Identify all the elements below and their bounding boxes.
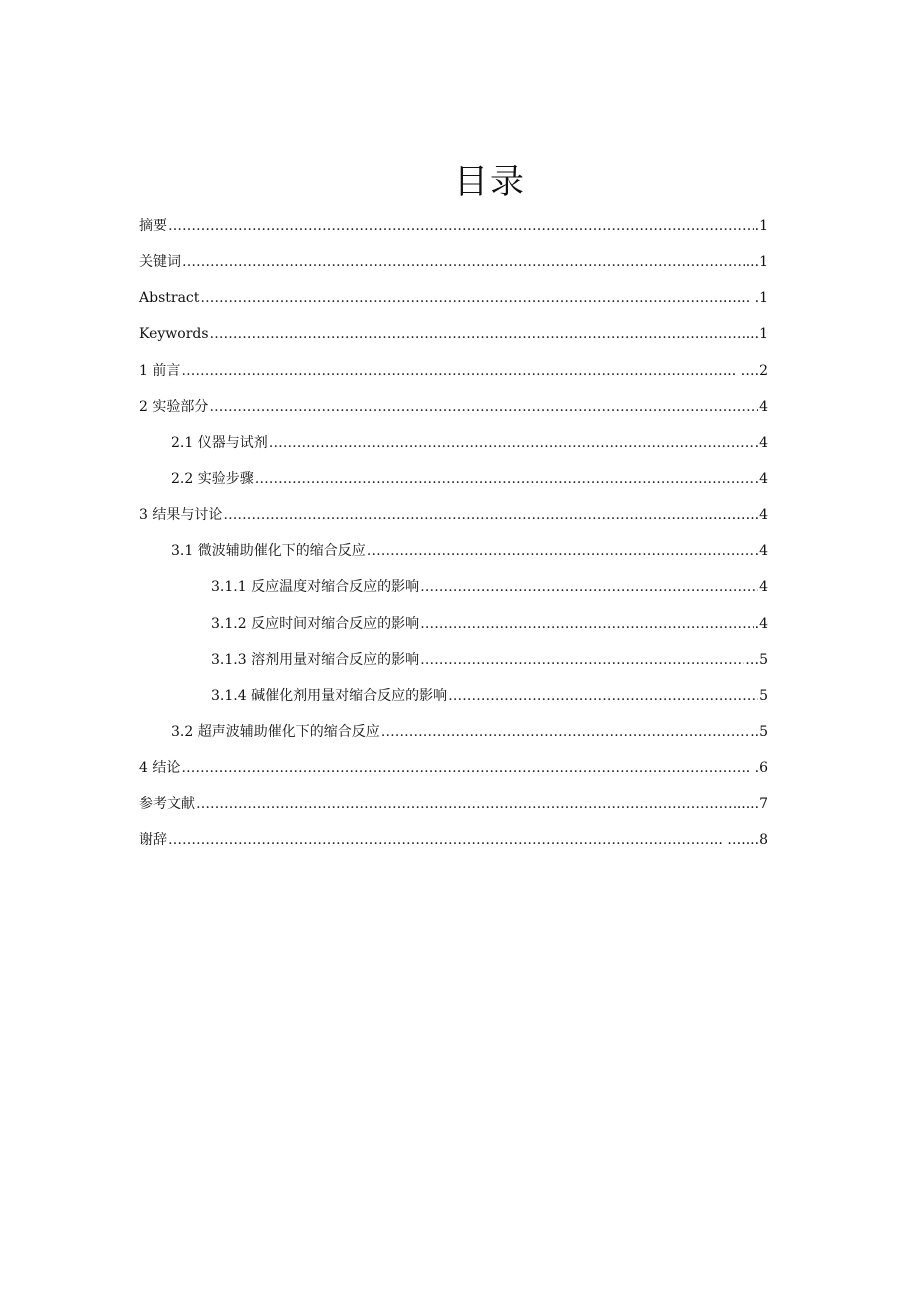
toc-entry-label: 关键词 xyxy=(139,254,181,270)
page-title: 目录 xyxy=(454,162,526,202)
toc-dot-leader xyxy=(367,540,754,562)
toc-entry-page: 4 xyxy=(759,579,768,595)
toc-entry-page: ... …....8 xyxy=(709,832,768,848)
toc-entry-experimental xyxy=(139,396,768,418)
toc-dot-leader xyxy=(182,251,745,273)
toc-entry-page: ………..4 xyxy=(708,507,768,523)
toc-entry-page: .4 xyxy=(754,435,768,451)
toc-entry-page: 5 xyxy=(759,688,768,704)
toc-dot-leader xyxy=(223,504,707,526)
toc-entry-label: 2.2 实验步骤 xyxy=(171,471,254,487)
toc-dot-leader xyxy=(255,468,754,490)
toc-entry-solvent xyxy=(211,649,768,671)
toc-entry-page: .4 xyxy=(754,543,768,559)
toc-entry-label: 3 结果与讨论 xyxy=(139,507,223,523)
toc-dot-leader xyxy=(420,613,754,635)
toc-entry-references xyxy=(139,793,768,815)
toc-entry-preface xyxy=(139,360,768,382)
toc-dot-leader xyxy=(269,432,754,454)
toc-entry-microwave xyxy=(171,540,768,562)
toc-entry-page: .4 xyxy=(754,471,768,487)
toc-entry-label: Abstract xyxy=(139,290,200,306)
toc-entry-catalyst xyxy=(211,685,768,707)
toc-dot-leader xyxy=(210,323,745,345)
toc-entry-page: …5 xyxy=(745,652,768,668)
toc-entry-label: 2.1 仪器与试剂 xyxy=(171,435,268,451)
toc-entry-label: 3.1.1 反应温度对缩合反应的影响 xyxy=(211,579,420,595)
toc-entry-label: 1 前言 xyxy=(139,363,181,379)
toc-entry-keywords-cn xyxy=(139,251,768,273)
toc-entry-abstract-en xyxy=(139,287,768,309)
toc-entry-conclusion xyxy=(139,757,768,779)
toc-entry-acknowledgements xyxy=(139,829,768,851)
toc-dot-leader xyxy=(168,215,754,237)
toc-entry-page: …... .1 xyxy=(722,290,768,306)
toc-entry-label: 摘要 xyxy=(139,218,167,234)
toc-entry-results xyxy=(139,504,768,526)
toc-entry-label: 谢辞 xyxy=(139,832,167,848)
toc-entry-page: ..5 xyxy=(750,724,768,740)
toc-dot-leader xyxy=(209,396,758,418)
toc-entry-page: ...1 xyxy=(745,326,768,342)
toc-entry-label: 3.2 超声波辅助催化下的缩合反应 xyxy=(171,724,380,740)
toc-entry-abstract-cn xyxy=(139,215,768,237)
toc-entry-page: ... ….2 xyxy=(722,363,768,379)
toc-dot-leader xyxy=(420,576,758,598)
toc-entry-page: .1 xyxy=(754,218,768,234)
toc-dot-leader xyxy=(181,757,744,779)
toc-dot-leader xyxy=(448,685,758,707)
toc-entry-page: .4 xyxy=(754,616,768,632)
toc-entry-label: 参考文献 xyxy=(139,796,195,812)
toc-entry-instruments xyxy=(171,432,768,454)
toc-entry-label: 3.1.4 碱催化剂用量对缩合反应的影响 xyxy=(211,688,448,704)
toc-dot-leader xyxy=(168,829,708,851)
toc-entry-procedure xyxy=(171,468,768,490)
toc-entry-page: . .6 xyxy=(745,760,768,776)
toc-entry-label: 3.1.2 反应时间对缩合反应的影响 xyxy=(211,616,420,632)
toc-entry-label: 3.1 微波辅助催化下的缩合反应 xyxy=(171,543,366,559)
toc-entry-label: 2 实验部分 xyxy=(139,399,209,415)
toc-entry-page: 4 xyxy=(759,399,768,415)
toc-entry-keywords-en xyxy=(139,323,768,345)
toc-entry-label: Keywords xyxy=(139,326,209,342)
toc-entry-page: ...1 xyxy=(745,254,768,270)
toc-dot-leader xyxy=(420,649,744,671)
toc-entry-ultrasound xyxy=(171,721,768,743)
toc-dot-leader xyxy=(381,721,749,743)
toc-entry-time xyxy=(211,613,768,635)
toc-entry-page: .....7 xyxy=(736,796,768,812)
toc-entry-temperature xyxy=(211,576,768,598)
toc-entry-label: 3.1.3 溶剂用量对缩合反应的影响 xyxy=(211,652,420,668)
toc-dot-leader xyxy=(200,287,721,309)
toc-dot-leader xyxy=(181,360,721,382)
toc-dot-leader xyxy=(196,793,736,815)
toc-entry-label: 4 结论 xyxy=(139,760,181,776)
